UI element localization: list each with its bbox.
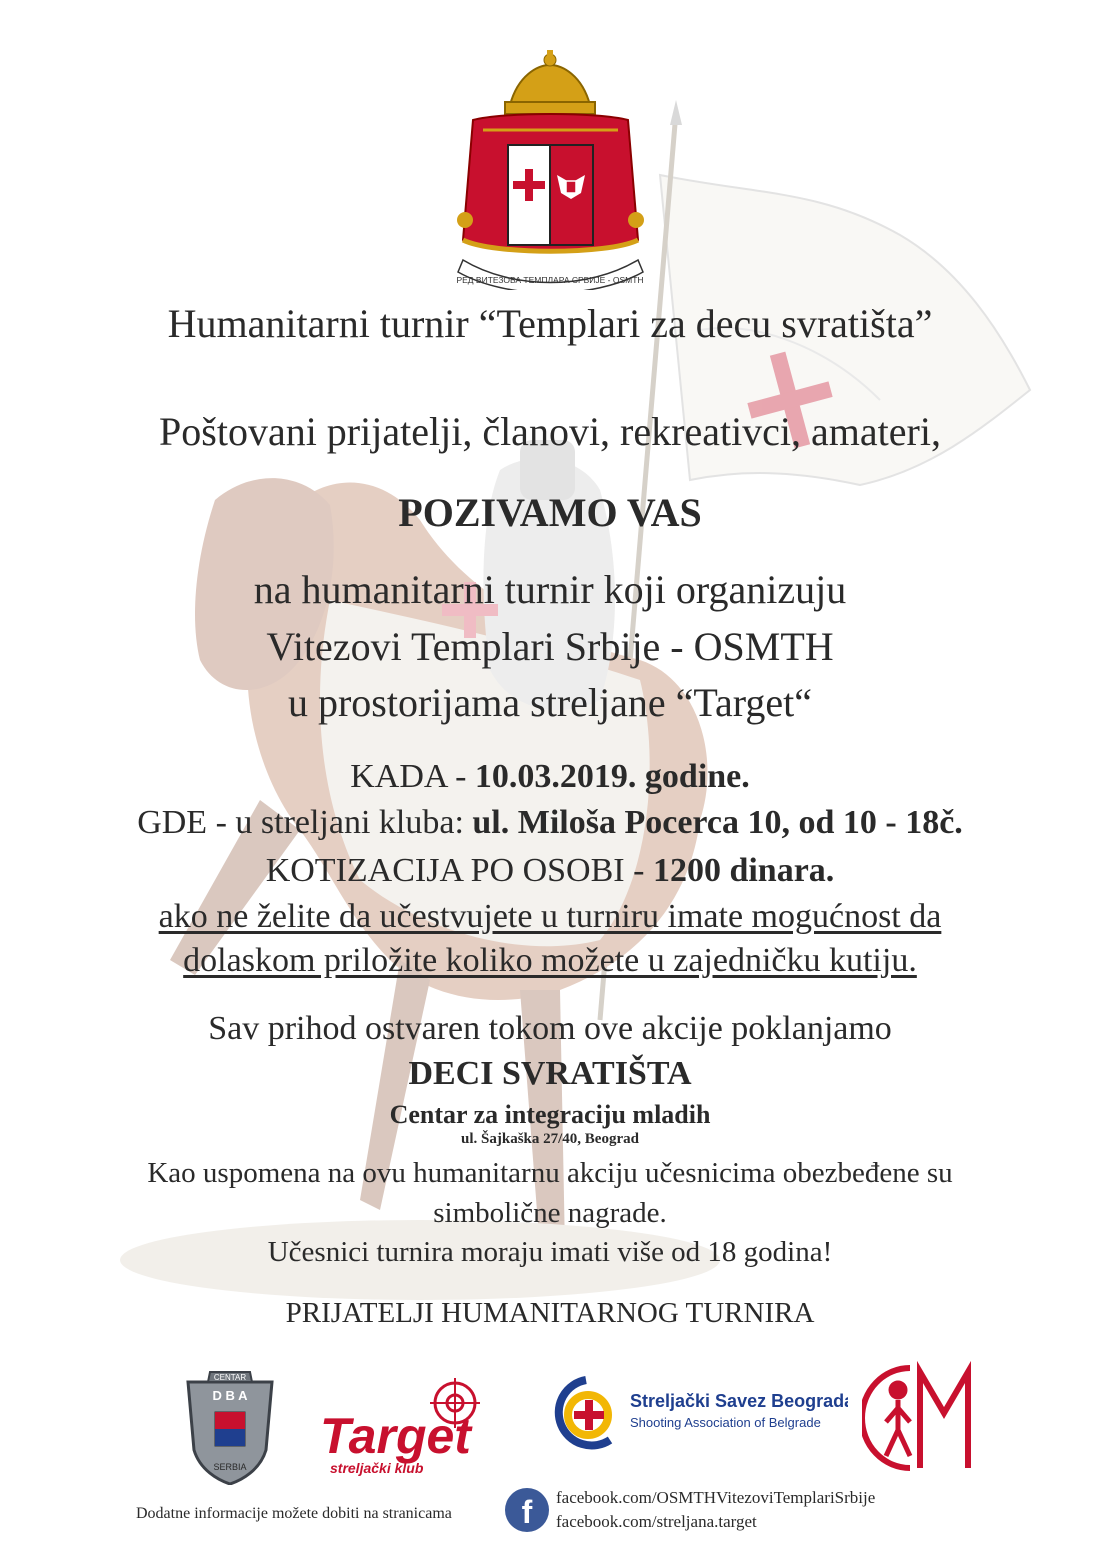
beneficiary-name: DECI SVRATIŠTA xyxy=(408,1055,692,1092)
friends-heading: PRIJATELJI HUMANITARNOG TURNIRA xyxy=(285,1297,815,1329)
dba-badge-bottom: SERBIA xyxy=(213,1462,247,1472)
fee-label: KOTIZACIJA PO OSOBI - xyxy=(265,852,653,889)
event-title: Humanitarni turnir “Templari za decu svratišta” xyxy=(167,301,933,346)
dba-badge-top: CENTAR xyxy=(213,1373,247,1382)
intro-line-1: na humanitarni turnir koji organizuju xyxy=(253,567,847,612)
fee-value: 1200 dinara. xyxy=(652,852,835,889)
shooting-association-logo xyxy=(548,1375,848,1455)
target-wordmark: Target xyxy=(320,1408,471,1464)
fee-line xyxy=(0,852,1100,890)
facebook-icon[interactable]: f xyxy=(505,1488,549,1532)
souvenir-line-2: simbolične nagrade. xyxy=(433,1197,667,1229)
souvenir-line-1: Kao uspomena na ovu humanitarnu akciju učesnicima obezbeđene su xyxy=(147,1157,953,1189)
where-label: GDE - u streljani kluba: xyxy=(137,804,473,841)
association-name: Streljački Savez Beograda xyxy=(630,1391,848,1411)
association-emblem-icon xyxy=(559,1380,610,1445)
where-value: ul. Miloša Pocerca 10, od 10 - 18č. xyxy=(472,804,963,841)
cim-logo xyxy=(862,1358,982,1478)
templar-order-crest xyxy=(443,50,658,290)
when-line xyxy=(0,758,1100,796)
invite-heading: POZIVAMO VAS xyxy=(398,490,702,535)
facebook-link-osmth[interactable]: facebook.com/OSMTHVitezoviTemplariSrbije xyxy=(556,1488,876,1507)
intro-line-3: u prostorijama streljane “Target“ xyxy=(287,680,813,725)
association-subtitle: Shooting Association of Belgrade xyxy=(630,1415,821,1430)
when-value: 10.03.2019. godine. xyxy=(474,758,750,795)
donation-line-1: ako ne želite da učestvujete u turniru imate mogućnost da xyxy=(158,898,942,935)
target-subtitle: streljački klub xyxy=(330,1460,424,1476)
dba-center-logo xyxy=(180,1370,280,1485)
facebook-link-target[interactable]: facebook.com/streljana.target xyxy=(556,1512,757,1531)
intro-line-2: Vitezovi Templari Srbije - OSMTH xyxy=(266,624,834,669)
crest-inscription: РЕД ВИТЕЗОВА ТЕМПЛАРА СРБИЈЕ - OSMTH xyxy=(456,275,644,285)
age-notice: Učesnici turnira moraju imati više od 18 godina! xyxy=(267,1236,833,1268)
donation-line-2: dolaskom priložite koliko možete u zajedničku kutiju. xyxy=(183,942,917,979)
footer-info: Dodatne informacije možete dobiti na stranicama xyxy=(136,1505,452,1522)
center-address: ul. Šajkaška 27/40, Beograd xyxy=(461,1131,639,1147)
greeting: Poštovani prijatelji, članovi, rekreativci, amateri, xyxy=(159,409,941,454)
when-label: KADA - xyxy=(350,758,475,795)
target-club-logo xyxy=(315,1378,495,1488)
where-line xyxy=(0,804,1100,842)
person-icon xyxy=(886,1383,910,1456)
proceeds-text: Sav prihod ostvaren tokom ove akcije poklanjamo xyxy=(208,1010,892,1047)
center-name: Centar za integraciju mladih xyxy=(389,1100,711,1129)
dba-badge-letters: D B A xyxy=(212,1388,248,1403)
